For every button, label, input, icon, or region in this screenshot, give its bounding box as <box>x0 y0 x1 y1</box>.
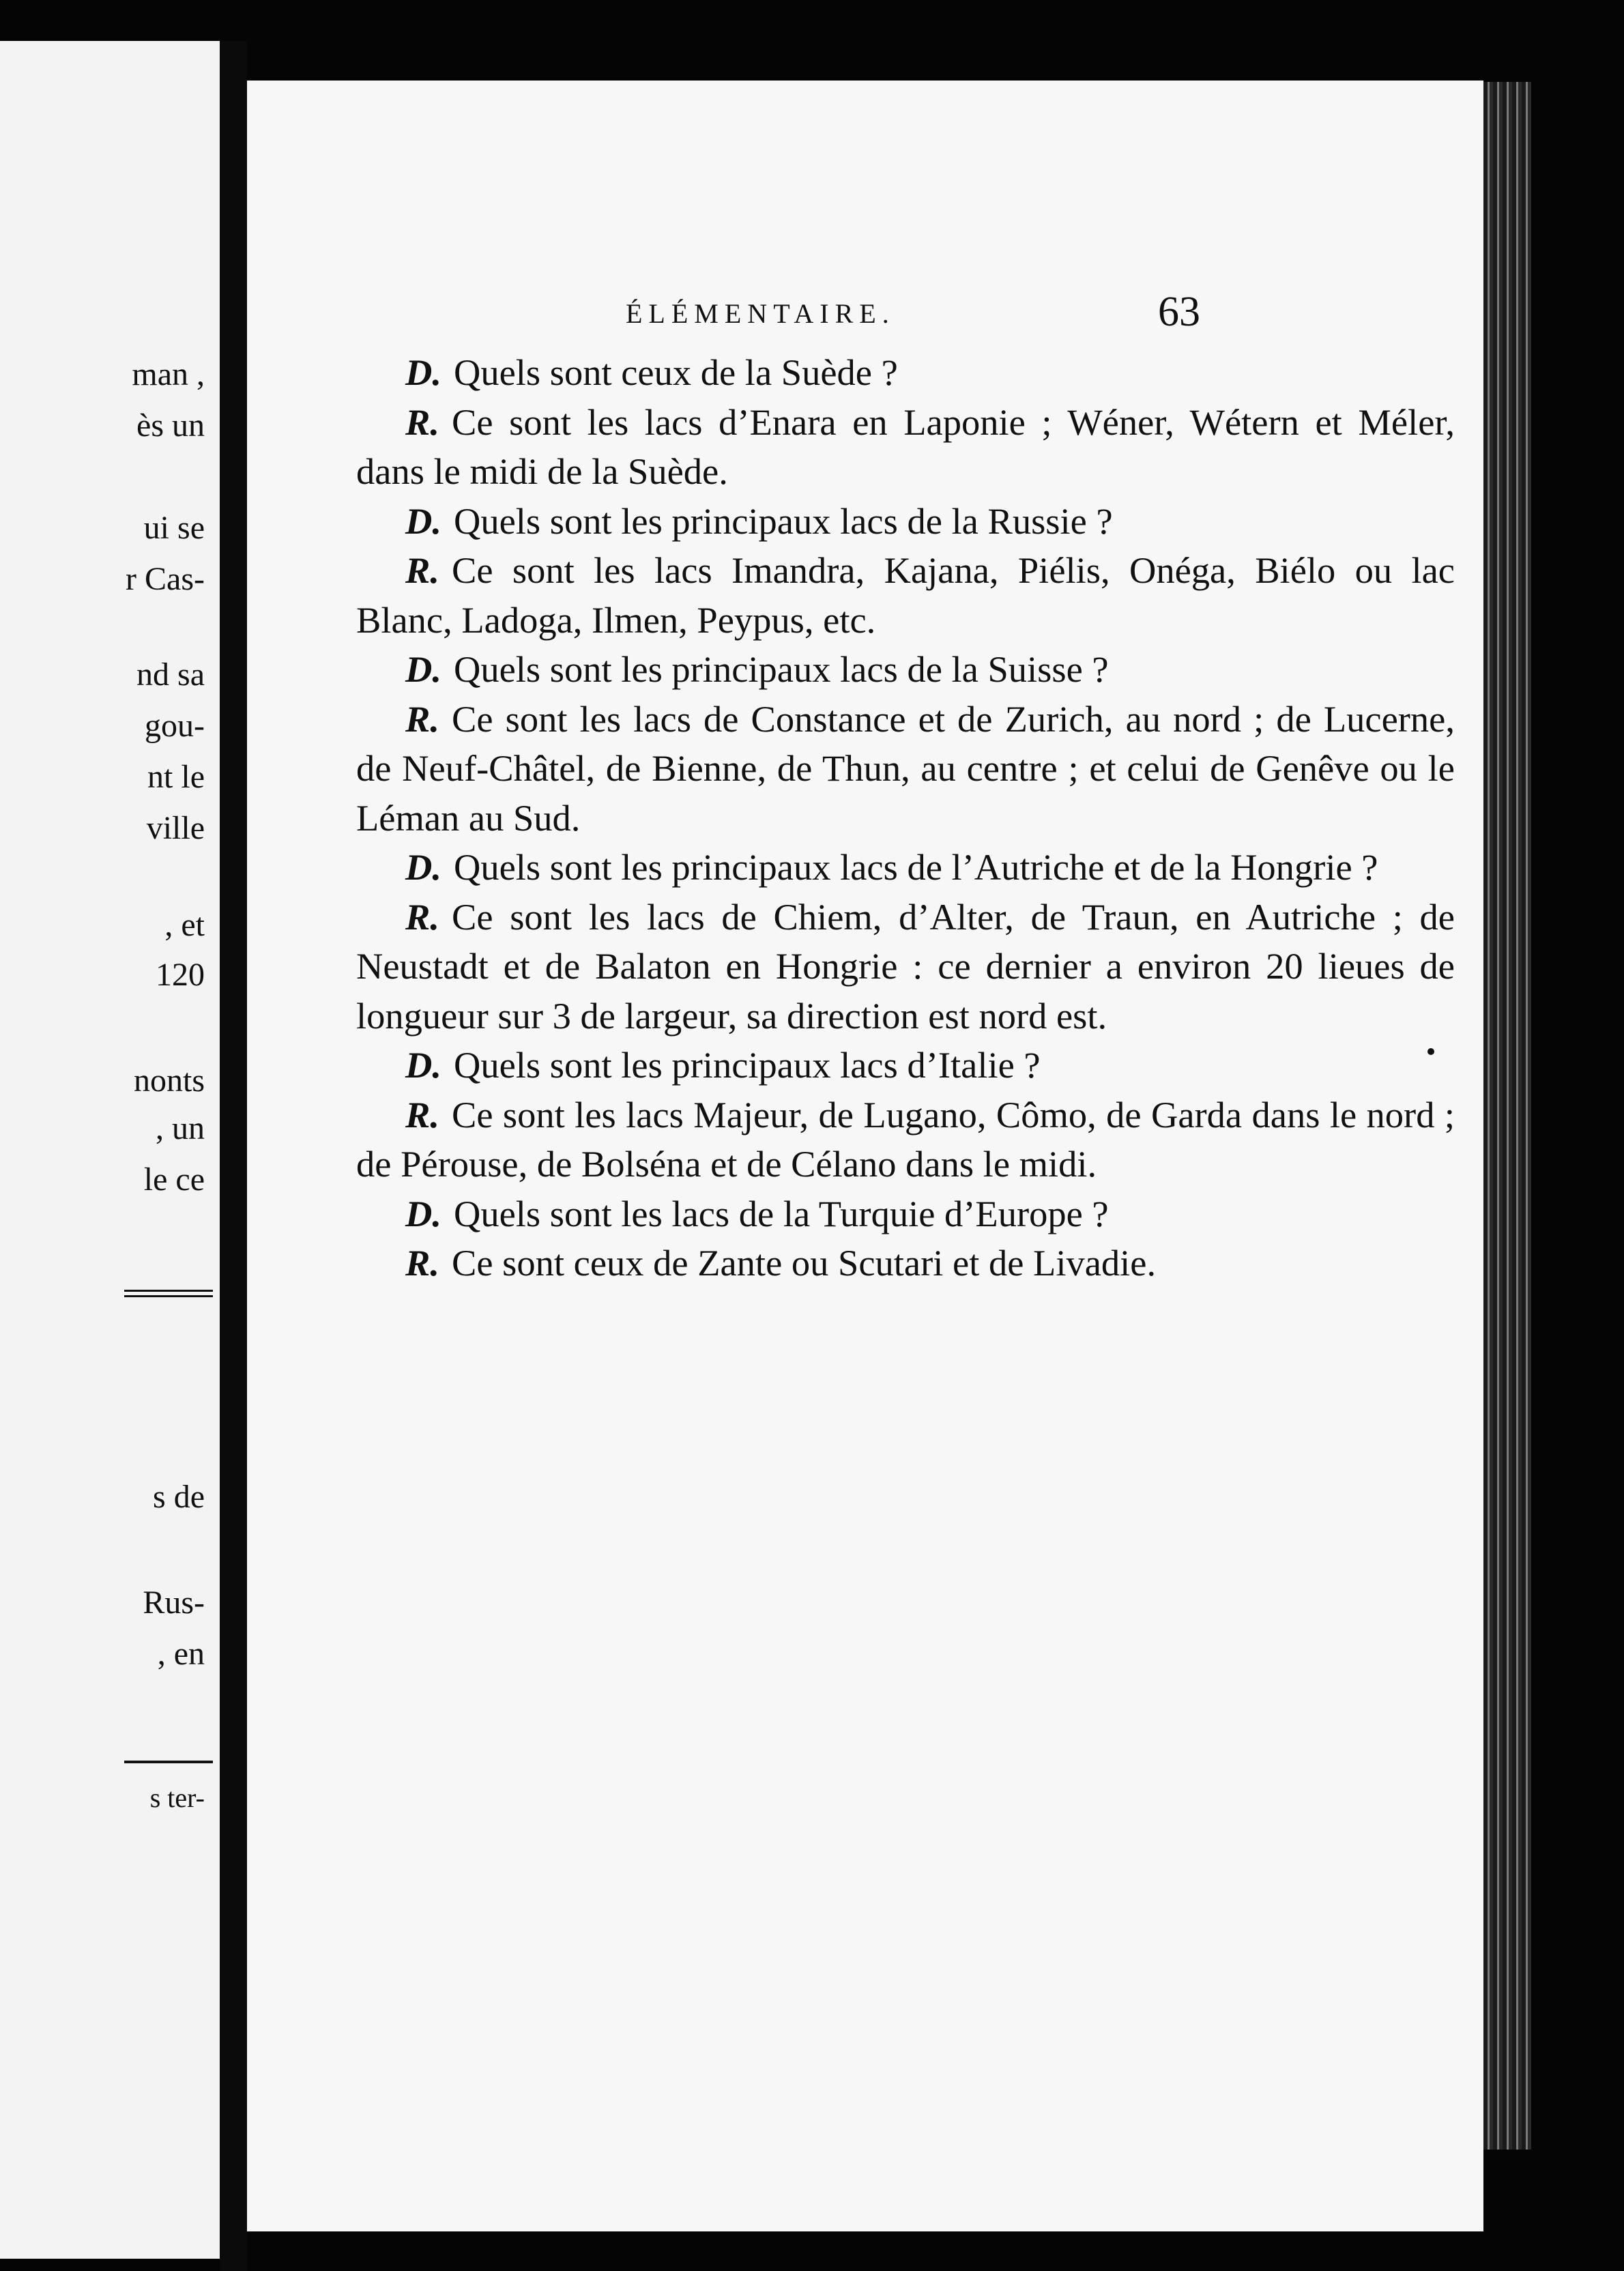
paragraph-text: Quels sont les principaux lacs de la Russie ? <box>453 500 1113 542</box>
speaker-label: D. <box>405 351 441 393</box>
paragraph-question <box>356 1041 1455 1090</box>
paragraph-answer <box>356 398 1455 497</box>
left-page-line: r Cas- <box>126 561 205 597</box>
paragraph-answer <box>356 1090 1455 1189</box>
page-edge-stack <box>1483 82 1531 2150</box>
book-page <box>247 81 1483 2231</box>
left-page-line: s de <box>153 1479 205 1515</box>
paragraph-question <box>356 348 1455 398</box>
speaker-label: R. <box>405 549 439 591</box>
speaker-label: D. <box>405 648 441 690</box>
paragraph-text: Ce sont les lacs d’Enara en Laponie ; Wéner, Wétern et Méler, dans le midi de la Suède. <box>356 401 1455 492</box>
paragraph-question <box>356 645 1455 695</box>
running-head <box>247 289 1483 345</box>
paragraph-text: Ce sont les lacs de Constance et de Zurich, au nord ; de Lucerne, de Neuf-Châtel, de Bienne, de Thun, au centre ; et celui de Genêve ou le Léman au Sud. <box>356 697 1455 839</box>
left-page-line: 120 <box>156 957 205 993</box>
book-gutter <box>220 41 247 2271</box>
speaker-label: R. <box>405 401 439 443</box>
paragraph-text: Ce sont ceux de Zante ou Scutari et de Livadie. <box>451 1242 1157 1284</box>
left-page-line: ville <box>146 810 205 846</box>
body-text <box>356 348 1455 1288</box>
speaker-label: R. <box>405 1242 439 1284</box>
paragraph-text: Ce sont les lacs de Chiem, d’Alter, de Traun, en Autriche ; de Neustadt et de Balaton en Hongrie : ce dernier a environ 20 lieues de longueur sur 3 de largeur, sa direction est nord est. <box>356 895 1455 1037</box>
left-page-line: nt le <box>147 759 205 795</box>
paragraph-text: Quels sont les lacs de la Turquie d’Europe ? <box>453 1192 1109 1234</box>
speaker-label: D. <box>405 846 441 888</box>
speaker-label: R. <box>405 697 439 740</box>
paragraph-text: Quels sont les principaux lacs de la Suisse ? <box>453 648 1109 690</box>
left-page-line: gou- <box>145 708 205 744</box>
left-page-rule <box>124 1761 213 1763</box>
paragraph-text: Quels sont les principaux lacs de l’Autriche et de la Hongrie ? <box>453 846 1378 888</box>
paragraph-text: Quels sont ceux de la Suède ? <box>453 351 898 393</box>
left-page-rule <box>124 1290 213 1292</box>
paragraph-question <box>356 497 1455 547</box>
speaker-label: R. <box>405 895 439 938</box>
speaker-label: D. <box>405 500 441 542</box>
paragraph-question <box>356 843 1455 893</box>
left-page-line: s ter- <box>149 1782 205 1813</box>
left-page-line: , un <box>156 1110 205 1146</box>
left-page-line: le ce <box>143 1161 205 1198</box>
speaker-label: D. <box>405 1044 441 1086</box>
left-page-line: Rus- <box>143 1585 205 1621</box>
ink-speck <box>1427 1048 1434 1055</box>
paragraph-question <box>356 1189 1455 1239</box>
paragraph-answer <box>356 1239 1455 1288</box>
paragraph-text: Quels sont les principaux lacs d’Italie ? <box>453 1044 1041 1086</box>
left-page-line: , en <box>157 1636 205 1672</box>
paragraph-answer <box>356 546 1455 645</box>
left-page-line: ui se <box>143 510 205 546</box>
left-page-line: man , <box>132 356 205 392</box>
page-number: 63 <box>1158 289 1200 335</box>
left-page-line: nd sa <box>136 656 205 693</box>
running-title: ÉLÉMENTAIRE. <box>626 298 895 329</box>
speaker-label: D. <box>405 1192 441 1234</box>
previous-page-fragment <box>0 41 224 2259</box>
speaker-label: R. <box>405 1093 439 1136</box>
paragraph-answer <box>356 695 1455 843</box>
paragraph-text: Ce sont les lacs Majeur, de Lugano, Cômo, de Garda dans le nord ; de Pérouse, de Bolséna et de Célano dans le midi. <box>356 1093 1455 1185</box>
paragraph-text: Ce sont les lacs Imandra, Kajana, Piélis, Onéga, Biélo ou lac Blanc, Ladoga, Ilmen, Peypus, etc. <box>356 549 1455 641</box>
left-page-line: nonts <box>133 1062 205 1099</box>
left-page-line: ès un <box>136 407 205 444</box>
left-page-line: , et <box>164 907 205 943</box>
paragraph-answer <box>356 893 1455 1041</box>
